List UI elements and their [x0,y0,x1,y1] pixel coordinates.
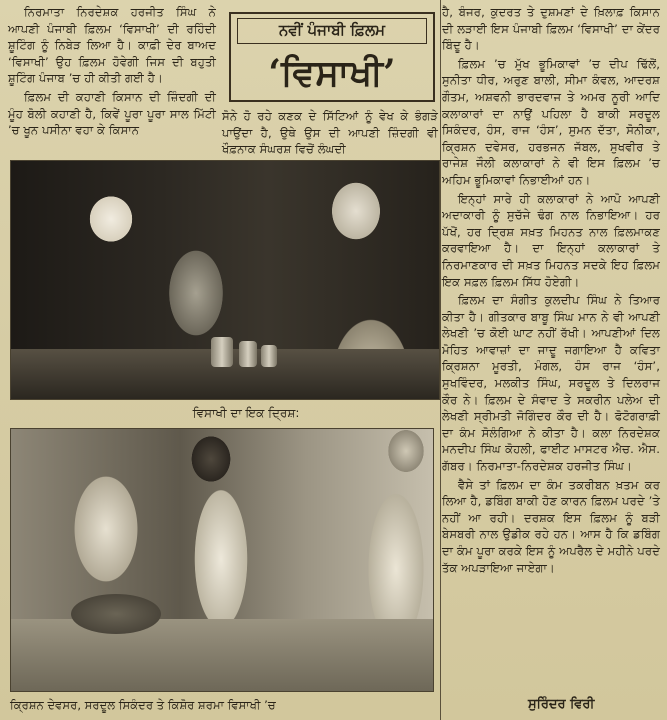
kicker-label: ਨਵੀਂ ਪੰਜਾਬੀ ਫ਼ਿਲਮ [237,18,427,44]
headline-box [229,12,435,102]
photo-basket [71,594,161,634]
cast-photo [10,428,434,692]
paragraph: ਇਨ੍ਹਾਂ ਸਾਰੇ ਹੀ ਕਲਾਕਾਰਾਂ ਨੇ ਆਪੋ ਆਪਣੀ ਅਦਾਕਾਰੀ ਨੂੰ ਸੁਚੱਜੇ ਢੰਗ ਨਾਲ ਨਿਭਾਇਆ। ਹਰ ਪੱਖੋਂ, ਹਰ ਦ੍ਰਿਸ਼ ਸਖ਼ਤ ਮਿਹਨਤ ਨਾਲ ਫ਼ਿਲਮਾਕਣ ਕਰਵਾਇਆ ਹੈ। ਦਾ ਇਨ੍ਹਾਂ ਕਲਾਕਾਰਾਂ ਤੇ ਨਿਰਮਾਣਕਾਰ ਦੀ ਸਖ਼ਤ ਮਿਹਨਤ ਸਦਕੇ ਇਹ ਫ਼ਿਲਮ ਇਕ ਸਫ਼ਲ ਫ਼ਿਲਮ ਸਿੱਧ ਹੋਏਗੀ। [442,191,660,289]
column-divider [440,0,441,720]
paragraph: ਫ਼ਿਲਮ ਦੀ ਕਹਾਣੀ ਕਿਸਾਨ ਦੀ ਜ਼ਿੰਦਗੀ ਦੀ ਮੂੰਹ ਬੋਲੀ ਕਹਾਣੀ ਹੈ, ਕਿਵੇਂ ਪੂਰਾ ਪੂਰਾ ਸਾਲ ਮਿੱਟੀ ’ਚ ਖੂਨ ਪਸੀਨਾ ਵਹਾ ਕੇ ਕਿਸਾਨ [8,89,216,138]
paragraph: ਨਿਰਮਾਤਾ ਨਿਰਦੇਸ਼ਕ ਹਰਜੀਤ ਸਿੰਘ ਨੇ ਆਪਣੀ ਪੰਜਾਬੀ ਫ਼ਿਲਮ ‘ਵਿਸਾਖੀ’ ਦੀ ਰਹਿੰਦੀ ਸ਼ੂਟਿੰਗ ਨੂੰ ਨਿਬੇੜ ਲਿਆ ਹੈ। ਕਾਫ਼ੀ ਦੇਰ ਬਾਅਦ ‘ਵਿਸਾਖੀ’ ਉਹ ਫ਼ਿਲਮ ਹੋਵੇਗੀ ਜਿਸ ਦੀ ਬਹੁਤੀ ਸ਼ੂਟਿੰਗ ਪੰਜਾਬ ’ਚ ਹੀ ਕੀਤੀ ਗਈ ਹੈ। [8,5,216,86]
photo-vessel [211,337,233,367]
author-byline: ਸੁਰਿੰਦਰ ਵਿਰੀ [528,697,595,712]
photo-vessel [239,341,257,367]
paragraph: ਵੈਸੇ ਤਾਂ ਫ਼ਿਲਮ ਦਾ ਕੰਮ ਤਕਰੀਬਨ ਖ਼ਤਮ ਕਰ ਲਿਆ ਹੈ, ਡਬਿੰਗ ਬਾਕੀ ਹੋਣ ਕਾਰਨ ਫ਼ਿਲਮ ਪਰਦੇ ’ਤੇ ਨਹੀਂ ਆ ਰਹੀ। ਦਰਸ਼ਕ ਇਸ ਫ਼ਿਲਮ ਨੂੰ ਬੜੀ ਬੇਸਬਰੀ ਨਾਲ ਉਡੀਕ ਰਹੇ ਹਨ। ਆਸ ਹੈ ਕਿ ਡਬਿੰਗ ਦਾ ਕੰਮ ਪੂਰਾ ਕਰਕੇ ਇਸ ਨੂੰ ਅਪਰੈਲ ਦੇ ਮਹੀਨੇ ਪਰਦੇ ਤੱਕ ਅਪੜਾਇਆ ਜਾਏਗਾ। [442,477,660,575]
photo-caption: ਕ੍ਰਿਸ਼ਨ ਦੇਵਸਰ, ਸਰਦੂਲ ਸਿਕੰਦਰ ਤੇ ਕਿਸ਼ੋਰ ਸ਼ਰਮਾ ਵਿਸਾਖੀ ’ਚ [10,698,276,712]
paragraph: ਫ਼ਿਲਮ ’ਚ ਮੁੱਖ ਭੂਮਿਕਾਵਾਂ ’ਚ ਦੀਪ ਢਿੱਲੋਂ, ਸੁਨੀਤਾ ਧੀਰ, ਅਰੁਣ ਬਾਲੀ, ਸੀਮਾ ਕੰਵਲ, ਆਦਰਸ਼ ਗੌਤਮ, ਅਸ਼ਵਨੀ ਭਾਰਦਵਾਜ ਤੇ ਅਮਰ ਨੂਰੀ ਆਦਿ ਕਲਾਕਾਰਾਂ ਦਾ ਨਾਉਂ ਪਹਿਲਾ ਹੈ ਬਾਕੀ ਸਰਦੂਲ ਸਿਕੰਦਰ, ਹੰਸ, ਰਾਜ ‘ਹੰਸ’, ਸੁਮਨ ਦੱਤਾ, ਸੋਨੀਕਾ, ਕ੍ਰਿਸ਼ਨ ਦਵੇਸਰ, ਹਰਭਜਨ ਜੱਬਲ, ਸੁਖਵੀਰ ਤੇ ਰਾਜੇਸ਼ ਜੌਲੀ ਕਲਾਕਾਰਾਂ ਨੇ ਵੀ ਇਸ ਫ਼ਿਲਮ ’ਚ ਅਹਿਮ ਭੂਮਿਕਾਵਾਂ ਨਿਭਾਈਆਂ ਹਨ। [442,56,660,187]
paragraph: ਫ਼ਿਲਮ ਦਾ ਸੰਗੀਤ ਕੁਲਦੀਪ ਸਿੰਘ ਨੇ ਤਿਆਰ ਕੀਤਾ ਹੈ। ਗੀਤਕਾਰ ਬਾਬੂ ਸਿੰਘ ਮਾਨ ਨੇ ਵੀ ਆਪਣੀ ਲੇਖਣੀ ’ਚ ਕੋਈ ਘਾਟ ਨਹੀਂ ਰੱਖੀ। ਆਪਣੀਆਂ ਦਿਲ ਮੋਹਿਤ ਆਵਾਜ਼ਾਂ ਦਾ ਜਾਦੂ ਜਗਾਇਆ ਹੈ ਕਵਿਤਾ ਕ੍ਰਿਸ਼ਨਾ ਮੂਰਤੀ, ਮੰਗਲ, ਹੰਸ ਰਾਜ ‘ਹੰਸ’, ਸੁਖਵਿੰਦਰ, ਮਲਕੀਤ ਸਿੰਘ, ਸਰਦੂਲ ਤੇ ਦਿਲਰਾਜ ਕੌਰ ਨੇ। ਫ਼ਿਲਮ ਦੇ ਸੰਵਾਦ ਤੇ ਸਕਰੀਨ ਪਲੇਅ ਦੀ ਲੇਖਣੀ ਸ੍ਰੀਮਤੀ ਜੋਗਿੰਦਰ ਕੌਰ ਦੀ ਹੈ। ਫੋਟੋਗਰਾਫ਼ੀ ਦਾ ਕੰਮ ਸੋਲੰਗਿਆ ਨੇ ਕੀਤਾ ਹੈ। ਕਲਾ ਨਿਰਦੇਸ਼ਕ ਮਨਦੀਪ ਸਿੰਘ ਕੋਹਲੀ, ਫਾਈਟ ਮਾਸਟਰ ਐਚ. ਐਸ. ਗੱਬਰ। ਨਿਰਮਾਤਾ-ਨਿਰਦੇਸ਼ਕ ਹਰਜੀਤ ਸਿੰਘ। [442,293,660,474]
photo-vessel [261,345,277,367]
paragraph: ਹੈ, ਬੰਜਰ, ਕੁਦਰਤ ਤੇ ਦੁਸ਼ਮਣਾਂ ਦੇ ਖ਼ਿਲਾਫ਼ ਕਿਸਾਨ ਦੀ ਲੜਾਈ ਇਸ ਪੰਜਾਬੀ ਫ਼ਿਲਮ ‘ਵਿਸਾਖੀ’ ਦਾ ਕੇਂਦਰ ਬਿੰਦੂ ਹੈ। [442,5,660,53]
intro-column [8,4,216,141]
photo-caption: ਵਿਸਾਖੀ ਦਾ ਇਕ ਦ੍ਰਿਸ਼: [192,406,300,420]
right-column [442,4,660,578]
story-continuation [222,108,438,160]
paragraph: ਸੋਨੇ ਹੋ ਰਹੇ ਕਣਕ ਦੇ ਸਿੱਟਿਆਂ ਨੂੰ ਵੇਖ ਕੇ ਭੰਗੜੇ ਪਾਉਂਦਾ ਹੈ, ਉਥੇ ਉਸ ਦੀ ਆਪਣੀ ਜ਼ਿੰਦਗੀ ਵੀ ਖੌਫ਼ਨਾਕ ਸੰਘਰਸ਼ ਵਿਚੋਂ ਲੰਘਦੀ [222,109,438,157]
photo-floor [11,619,433,691]
film-still-photo [10,160,440,400]
article-title: ‘ਵਿਸਾਖੀ’ [268,52,396,94]
